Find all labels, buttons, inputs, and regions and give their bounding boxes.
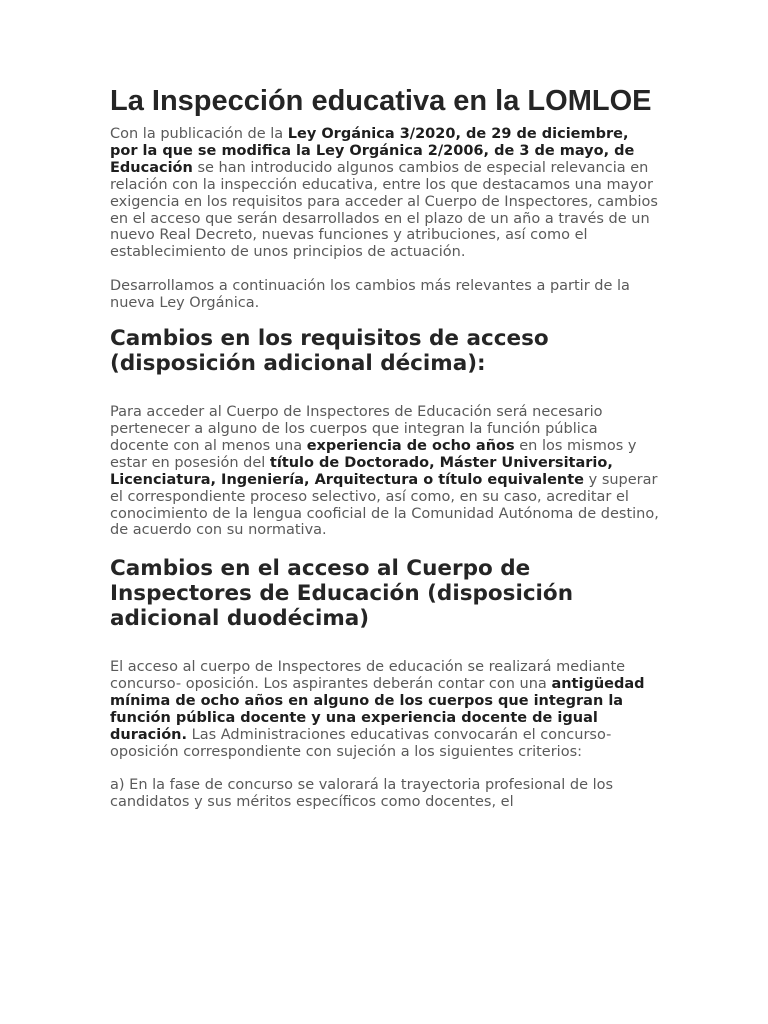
requisitos-text-3: y superar el correspondiente proceso selectivo, así como, en su caso, acreditar el conocimiento de la lengua cooficial de la Comunidad Autónoma de destino, de acuerdo con su normativa. [110, 471, 659, 539]
requisitos-text-1: Para acceder al Cuerpo de Inspectores de Educación será necesario pertenecer a alguno de los cuerpos que integran la función pública docente con al menos una [110, 404, 603, 454]
acceso-text-1: El acceso al cuerpo de Inspectores de educación se realizará mediante concurso- oposición. Los aspirantes deberán contar con una [110, 659, 626, 693]
document-title: La Inspección educativa en la LOMLOE [110, 85, 652, 117]
intro-paragraph [110, 126, 660, 261]
section-heading-acceso: Cambios en el acceso al Cuerpo de Inspectores de Educación (disposición adicional duodécima) [110, 556, 574, 632]
intro-text-2: se han introducido algunos cambios de especial relevancia en relación con la inspección educativa, entre los que destacamos una mayor exigencia en los requisitos para acceder al Cuerpo de Inspectores, cambios en el acceso que serán desarrollados en el plazo de un año a través de un nuevo Real Decreto, nuevas funciones y atribuciones, así como el establecimiento de unos principios de actuación. [110, 159, 658, 261]
requisitos-bold-experiencia: experiencia de ocho años [306, 437, 515, 454]
intro-law-reference: Ley Orgánica 3/2020, de 29 de diciembre, por la que se modifica la Ley Orgánica 2/2006, de 3 de mayo, de Educación [110, 126, 635, 176]
section-paragraph-requisitos [110, 404, 660, 539]
acceso-text-2: Las Administraciones educativas convocarán el concurso-oposición correspondiente con sujeción a los siguientes criterios: [110, 726, 612, 760]
document-page [110, 84, 660, 811]
acceso-bold-antiguedad: antigüedad mínima de ocho años en alguno de los cuerpos que integran la función pública docente y una experiencia docente de igual duración. [110, 676, 645, 743]
intro-text-1: Con la publicación de la [110, 126, 288, 142]
section-heading-requisitos: Cambios en los requisitos de acceso (disposición adicional décima): [110, 326, 549, 377]
criteria-item-a: a) En la fase de concurso se valorará la trayectoria profesional de los candidatos y sus méritos específicos como docentes, el [110, 776, 614, 810]
requisitos-bold-titulo: título de Doctorado, Máster Universitario, Licenciatura, Ingeniería, Arquitectura o título equivalente [110, 454, 613, 488]
section-paragraph-acceso [110, 659, 660, 760]
intro-paragraph-2: Desarrollamos a continuación los cambios más relevantes a partir de la nueva Ley Orgánica. [110, 278, 630, 312]
requisitos-text-2: en los mismos y estar en posesión del [110, 437, 637, 471]
